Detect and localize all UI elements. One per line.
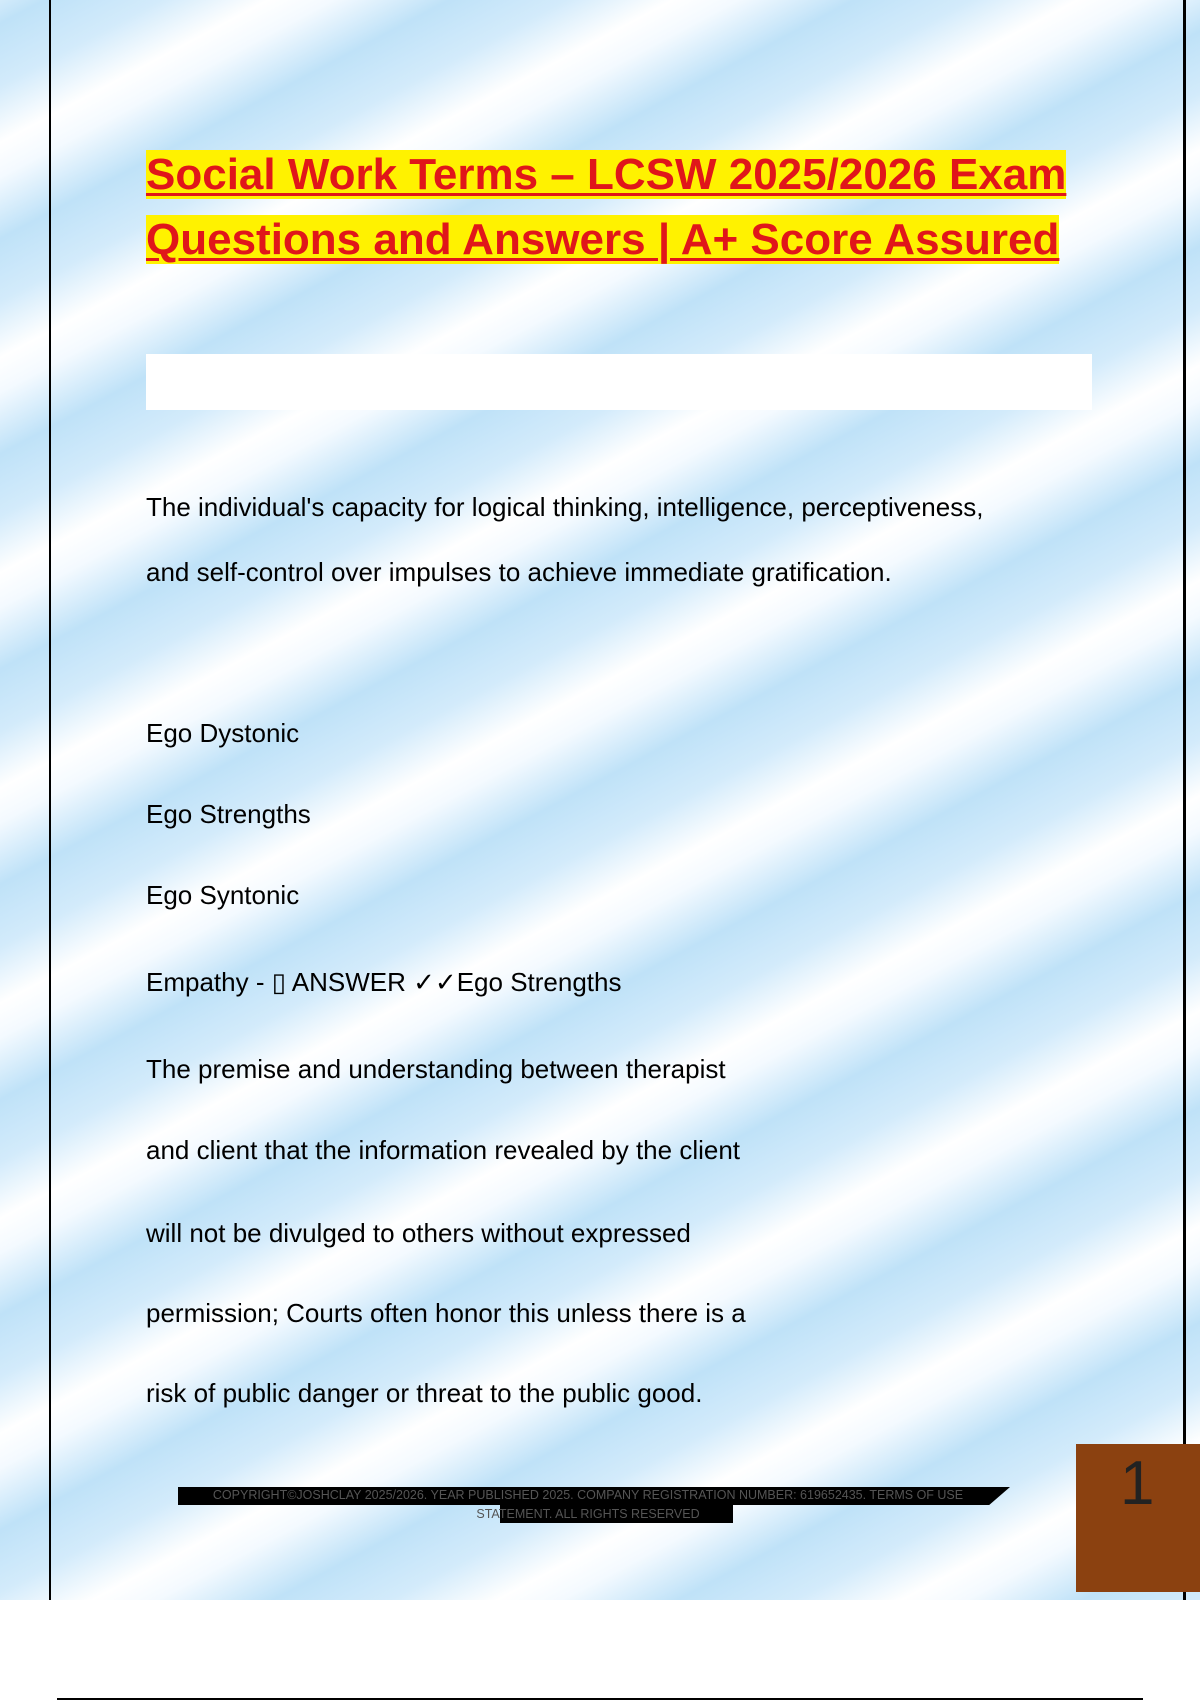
blank-box [146, 354, 1092, 410]
page-border-left [49, 0, 51, 1600]
question-line-4: permission; Courts often honor this unless there is a [146, 1298, 746, 1328]
question-line-3: will not be divulged to others without expressed [146, 1218, 691, 1248]
copyright-notice: COPYRIGHT©JOSHCLAY 2025/2026. YEAR PUBLISHED 2025. COMPANY REGISTRATION NUMBER: 619652435. TERMS OF USE STATEMENT. ALL RIGHTS RESERVED [212, 1488, 964, 1521]
question-line-5: risk of public danger or threat to the public good. [146, 1378, 703, 1408]
title-block [146, 142, 1106, 272]
option-ego-syntonic: Ego Syntonic [146, 880, 300, 910]
definition-line-2: and self-control over impulses to achieve immediate gratification. [146, 557, 892, 587]
option-ego-dystonic: Ego Dystonic [146, 718, 300, 748]
page-number: 1 [1120, 1449, 1155, 1518]
document-title-text: Social Work Terms – LCSW 2025/2026 Exam Questions and Answers | A+ Score Assured [146, 150, 1067, 264]
question-line-1: The premise and understanding between therapist [146, 1054, 726, 1084]
question-line-2: and client that the information revealed by the client [146, 1135, 741, 1165]
document-title [146, 142, 1106, 272]
answer-line: Empathy - ▯ ANSWER ✓✓Ego Strengths [146, 967, 622, 997]
definition-line-1: The individual's capacity for logical thinking, intelligence, perceptiveness, [146, 492, 984, 522]
page-border-right [1183, 0, 1186, 1600]
option-ego-strengths: Ego Strengths [146, 799, 311, 829]
